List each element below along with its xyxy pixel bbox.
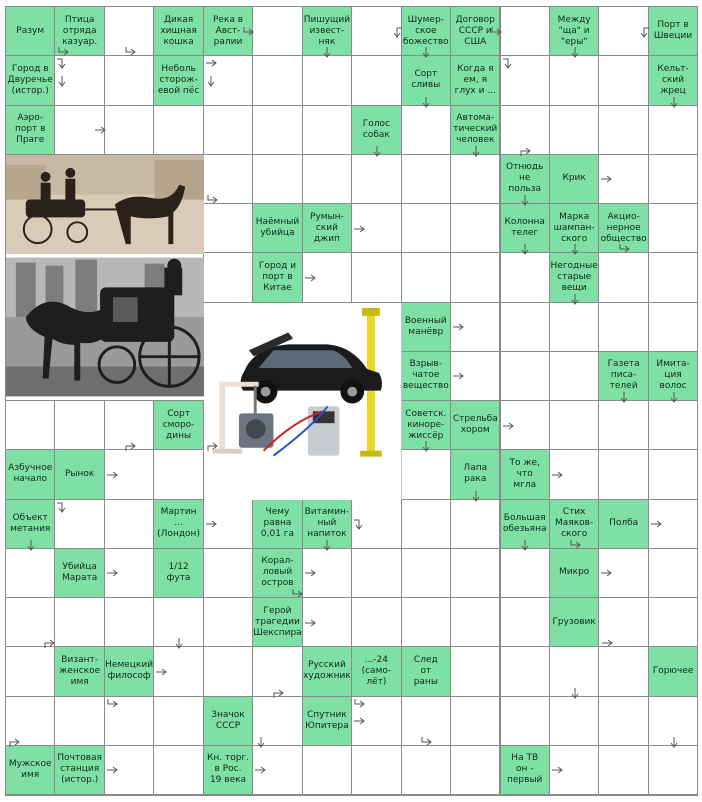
clue-text: Чему равна 0,01 га	[260, 507, 295, 540]
clue-cell	[549, 597, 599, 647]
clue-cell	[549, 6, 599, 56]
clue-text: Колонна телег	[504, 217, 545, 239]
answer-cell[interactable]	[500, 597, 550, 647]
clue-cell	[351, 646, 401, 696]
answer-cell[interactable]	[351, 499, 401, 549]
answer-cell[interactable]	[500, 351, 550, 401]
answer-cell[interactable]	[203, 154, 253, 204]
answer-cell[interactable]	[302, 597, 352, 647]
clue-text: Отнюдь не польза	[506, 162, 544, 195]
clue-text: Между "ща" и "еры"	[557, 14, 591, 47]
answer-cell[interactable]	[351, 745, 401, 795]
answer-cell[interactable]	[450, 252, 500, 302]
answer-cell[interactable]	[54, 400, 104, 450]
answer-cell[interactable]	[500, 252, 550, 302]
clue-text: Птица отряда казуар.	[62, 14, 98, 47]
clue-cell	[648, 6, 698, 56]
answer-cell[interactable]	[104, 548, 154, 598]
answer-cell[interactable]	[598, 597, 648, 647]
clue-cell	[153, 499, 203, 549]
clue-text: Шумер- ское божество	[402, 14, 449, 47]
answer-cell[interactable]	[203, 55, 253, 105]
clue-text: Стрельба хором	[452, 414, 498, 436]
answer-cell[interactable]	[450, 696, 500, 746]
clue-cell	[153, 548, 203, 598]
clue-cell	[500, 154, 550, 204]
answer-cell[interactable]	[648, 203, 698, 253]
clue-cell	[203, 745, 253, 795]
clue-cell	[54, 449, 104, 499]
answer-cell[interactable]	[450, 646, 500, 696]
clue-text: Марка шампан- ского	[553, 211, 595, 244]
clue-text: Крик	[562, 173, 586, 184]
clue-cell	[401, 55, 451, 105]
clue-text: Разум	[16, 25, 45, 36]
clue-text: Корал- ловый остров	[261, 556, 294, 589]
clue-text: ...-24 (само- лёт)	[361, 654, 392, 687]
clue-cell	[54, 548, 104, 598]
answer-cell[interactable]	[153, 105, 203, 155]
clue-text: Грузовик	[552, 616, 596, 627]
answer-cell[interactable]	[302, 745, 352, 795]
answer-cell[interactable]	[598, 252, 648, 302]
answer-cell[interactable]	[500, 548, 550, 598]
clue-cell	[401, 6, 451, 56]
clue-cell	[401, 646, 451, 696]
clue-cell	[401, 302, 451, 352]
answer-cell[interactable]	[401, 252, 451, 302]
answer-cell[interactable]	[598, 646, 648, 696]
clue-text: Спутник Юпитера	[305, 709, 349, 731]
clue-text: Когда я ем, я глух и ...	[454, 63, 496, 96]
clue-cell	[252, 203, 302, 253]
clue-cell	[252, 548, 302, 598]
answer-cell[interactable]	[153, 745, 203, 795]
answer-cell[interactable]	[401, 696, 451, 746]
answer-cell[interactable]	[203, 499, 253, 549]
answer-cell[interactable]	[598, 154, 648, 204]
clue-cell	[450, 105, 500, 155]
answer-cell[interactable]	[648, 745, 698, 795]
clue-text: Микро	[559, 567, 590, 578]
answer-cell[interactable]	[598, 105, 648, 155]
clue-text: Сорт сливы	[411, 69, 441, 91]
clue-text: Акцио- нерное общество	[600, 211, 647, 244]
answer-cell[interactable]	[252, 154, 302, 204]
clue-cell	[401, 400, 451, 450]
answer-cell[interactable]	[500, 646, 550, 696]
answer-cell[interactable]	[598, 696, 648, 746]
clue-text: Убийца Марата	[62, 561, 98, 583]
answer-cell[interactable]	[5, 400, 55, 450]
clue-text: Река в Авст- ралии	[212, 14, 244, 47]
answer-cell[interactable]	[153, 597, 203, 647]
clue-cell	[500, 745, 550, 795]
answer-cell[interactable]	[104, 105, 154, 155]
answer-cell[interactable]	[598, 400, 648, 450]
clue-cell	[500, 499, 550, 549]
clue-cell	[500, 203, 550, 253]
answer-cell[interactable]	[153, 449, 203, 499]
answer-cell[interactable]	[500, 696, 550, 746]
clue-cell	[54, 745, 104, 795]
clue-cell	[648, 646, 698, 696]
answer-cell[interactable]	[450, 351, 500, 401]
answer-cell[interactable]	[252, 6, 302, 56]
answer-cell[interactable]	[302, 252, 352, 302]
clue-text: Голос собак	[362, 118, 390, 140]
answer-cell[interactable]	[549, 105, 599, 155]
clue-text: 1/12 фута	[166, 561, 191, 583]
answer-cell[interactable]	[203, 646, 253, 696]
answer-cell[interactable]	[549, 400, 599, 450]
answer-cell[interactable]	[54, 597, 104, 647]
clue-text: Рынок	[64, 468, 95, 479]
clue-cell	[598, 203, 648, 253]
clue-cell	[450, 6, 500, 56]
answer-cell[interactable]	[648, 449, 698, 499]
answer-cell[interactable]	[450, 745, 500, 795]
clue-text: На ТВ он - первый	[507, 753, 543, 786]
answer-cell[interactable]	[351, 55, 401, 105]
clue-text: Сорт сморо- дины	[162, 408, 195, 441]
answer-cell[interactable]	[549, 302, 599, 352]
clue-cell	[648, 55, 698, 105]
photo-horse-carriage	[6, 155, 204, 254]
clue-text: Пишущий извест- няк	[303, 14, 351, 47]
answer-cell[interactable]	[450, 203, 500, 253]
answer-cell[interactable]	[648, 548, 698, 598]
answer-cell[interactable]	[500, 400, 550, 450]
clue-text: Немецкий философ	[105, 660, 154, 682]
clue-text: Дикая хищная кошка	[160, 14, 197, 47]
clue-text: Негодные старые вещи	[550, 260, 598, 293]
answer-cell[interactable]	[104, 696, 154, 746]
answer-cell[interactable]	[401, 745, 451, 795]
answer-cell[interactable]	[401, 499, 451, 549]
clue-text: Наёмный убийца	[255, 217, 300, 239]
clue-cell	[549, 548, 599, 598]
answer-cell[interactable]	[500, 6, 550, 56]
answer-cell[interactable]	[648, 302, 698, 352]
clue-cell	[54, 6, 104, 56]
answer-cell[interactable]	[203, 105, 253, 155]
clue-cell	[5, 6, 55, 56]
answer-cell[interactable]	[648, 105, 698, 155]
clue-text: Значок СССР	[211, 709, 245, 731]
clue-text: Имита- ция волос	[656, 359, 690, 392]
clue-text: Полба	[609, 518, 639, 529]
clue-text: Большая обезьяна	[502, 512, 547, 534]
answer-cell[interactable]	[104, 449, 154, 499]
answer-cell[interactable]	[648, 252, 698, 302]
clue-text: Кн. торг. в Рос. 19 века	[206, 753, 250, 786]
answer-cell[interactable]	[5, 646, 55, 696]
answer-cell[interactable]	[104, 597, 154, 647]
answer-cell[interactable]	[598, 302, 648, 352]
clue-text: След от раны	[413, 654, 438, 687]
clue-cell	[450, 55, 500, 105]
answer-cell[interactable]	[302, 548, 352, 598]
answer-cell[interactable]	[401, 548, 451, 598]
clue-text: Лапа рака	[463, 463, 488, 485]
clue-text: Советск. кинорe- жиссёр	[405, 408, 447, 441]
clue-cell	[302, 696, 352, 746]
answer-cell[interactable]	[450, 154, 500, 204]
clue-text: Объект метания	[10, 512, 51, 534]
answer-cell[interactable]	[351, 203, 401, 253]
answer-cell[interactable]	[5, 696, 55, 746]
answer-cell[interactable]	[549, 696, 599, 746]
clue-cell	[549, 203, 599, 253]
answer-cell[interactable]	[104, 400, 154, 450]
clue-text: То же, что мгла	[509, 457, 540, 490]
clue-cell	[252, 499, 302, 549]
clue-text: Мужское имя	[8, 758, 52, 780]
answer-cell[interactable]	[401, 597, 451, 647]
answer-cell[interactable]	[598, 55, 648, 105]
answer-cell[interactable]	[203, 252, 253, 302]
answer-cell[interactable]	[549, 449, 599, 499]
answer-cell[interactable]	[549, 745, 599, 795]
clue-text: Аэро- порт в Праге	[14, 113, 46, 146]
answer-cell[interactable]	[450, 499, 500, 549]
clue-text: Русский художник	[303, 660, 351, 682]
photo-horse-cab	[6, 253, 204, 401]
answer-cell[interactable]	[203, 548, 253, 598]
answer-cell[interactable]	[5, 548, 55, 598]
answer-cell[interactable]	[104, 55, 154, 105]
clue-cell	[153, 6, 203, 56]
clue-cell	[302, 6, 352, 56]
clue-text: Румын- ский джип	[310, 211, 344, 244]
clue-cell	[252, 597, 302, 647]
answer-cell[interactable]	[252, 745, 302, 795]
answer-cell[interactable]	[450, 548, 500, 598]
clue-cell	[302, 499, 352, 549]
clue-text: Стих Маяков- ского	[555, 507, 594, 540]
clue-text: Почтовая станция (истор.)	[57, 753, 102, 786]
answer-cell[interactable]	[351, 154, 401, 204]
answer-cell[interactable]	[450, 597, 500, 647]
clue-text: Газета писа- телей	[607, 359, 640, 392]
clue-cell	[203, 6, 253, 56]
clue-cell	[153, 400, 203, 450]
clue-cell	[351, 105, 401, 155]
answer-cell[interactable]	[598, 449, 648, 499]
answer-cell[interactable]	[648, 696, 698, 746]
answer-cell[interactable]	[54, 499, 104, 549]
clue-text: Визант- женское имя	[59, 654, 101, 687]
answer-cell[interactable]	[500, 105, 550, 155]
answer-cell[interactable]	[351, 252, 401, 302]
clue-text: Азбучное начало	[8, 463, 53, 485]
clue-cell	[549, 499, 599, 549]
answer-cell[interactable]	[252, 105, 302, 155]
clue-text: Неболь сторож- евой пёс	[157, 63, 200, 96]
answer-cell[interactable]	[549, 646, 599, 696]
clue-cell	[549, 154, 599, 204]
answer-cell[interactable]	[203, 597, 253, 647]
clue-cell	[598, 351, 648, 401]
answer-cell[interactable]	[252, 696, 302, 746]
answer-cell[interactable]	[549, 351, 599, 401]
clue-cell	[302, 203, 352, 253]
answer-cell[interactable]	[104, 499, 154, 549]
clue-cell	[203, 696, 253, 746]
clue-cell	[5, 449, 55, 499]
answer-cell[interactable]	[252, 55, 302, 105]
clue-text: Город в Двуречье (истор.)	[7, 63, 53, 96]
answer-cell[interactable]	[302, 154, 352, 204]
clue-text: Герой трагедии Шекспира	[253, 605, 302, 638]
clue-text: Витамин- ный напиток	[304, 507, 350, 540]
answer-cell[interactable]	[598, 6, 648, 56]
answer-cell[interactable]	[549, 55, 599, 105]
clue-text: Взрыв- чатое вещество	[402, 359, 449, 392]
clue-cell	[450, 449, 500, 499]
answer-cell[interactable]	[401, 203, 451, 253]
answer-cell[interactable]	[54, 55, 104, 105]
clue-cell	[5, 745, 55, 795]
clue-cell	[5, 105, 55, 155]
answer-cell[interactable]	[54, 105, 104, 155]
answer-cell[interactable]	[104, 745, 154, 795]
answer-cell[interactable]	[401, 154, 451, 204]
answer-cell[interactable]	[252, 646, 302, 696]
clue-text: Военный манёвр	[404, 315, 447, 337]
answer-cell[interactable]	[203, 203, 253, 253]
clue-cell	[302, 646, 352, 696]
photo-car-service	[204, 303, 402, 500]
answer-cell[interactable]	[302, 105, 352, 155]
clue-cell	[549, 252, 599, 302]
answer-cell[interactable]	[5, 597, 55, 647]
clue-cell	[401, 351, 451, 401]
clue-text: Автома- тический человек	[453, 113, 498, 146]
clue-cell	[648, 351, 698, 401]
clue-cell	[500, 449, 550, 499]
clue-cell	[598, 499, 648, 549]
answer-cell[interactable]	[598, 745, 648, 795]
answer-cell[interactable]	[500, 55, 550, 105]
answer-cell[interactable]	[104, 6, 154, 56]
answer-cell[interactable]	[351, 696, 401, 746]
answer-cell[interactable]	[648, 400, 698, 450]
answer-cell[interactable]	[450, 302, 500, 352]
crossword-grid	[5, 6, 698, 796]
answer-cell[interactable]	[401, 449, 451, 499]
answer-cell[interactable]	[351, 6, 401, 56]
answer-cell[interactable]	[648, 499, 698, 549]
clue-cell	[5, 55, 55, 105]
answer-cell[interactable]	[351, 597, 401, 647]
answer-cell[interactable]	[302, 55, 352, 105]
clue-text: Мартин ... (Лондон)	[157, 507, 200, 540]
clue-text: Горючее	[652, 665, 694, 676]
clue-text: Кельт- ский жрец	[657, 63, 689, 96]
answer-cell[interactable]	[153, 646, 203, 696]
clue-text: Город и порт в Китае	[258, 260, 297, 293]
clue-text: Договор СССР и США	[455, 14, 495, 47]
answer-cell[interactable]	[351, 548, 401, 598]
answer-cell[interactable]	[401, 105, 451, 155]
clue-text: Порт в Швеции	[653, 20, 693, 42]
answer-cell[interactable]	[500, 302, 550, 352]
clue-cell	[450, 400, 500, 450]
clue-cell	[54, 646, 104, 696]
answer-cell[interactable]	[598, 548, 648, 598]
answer-cell[interactable]	[648, 597, 698, 647]
answer-cell[interactable]	[54, 696, 104, 746]
clue-cell	[5, 499, 55, 549]
clue-cell	[252, 252, 302, 302]
clue-cell	[104, 646, 154, 696]
clue-cell	[153, 55, 203, 105]
answer-cell[interactable]	[648, 154, 698, 204]
answer-cell[interactable]	[153, 696, 203, 746]
